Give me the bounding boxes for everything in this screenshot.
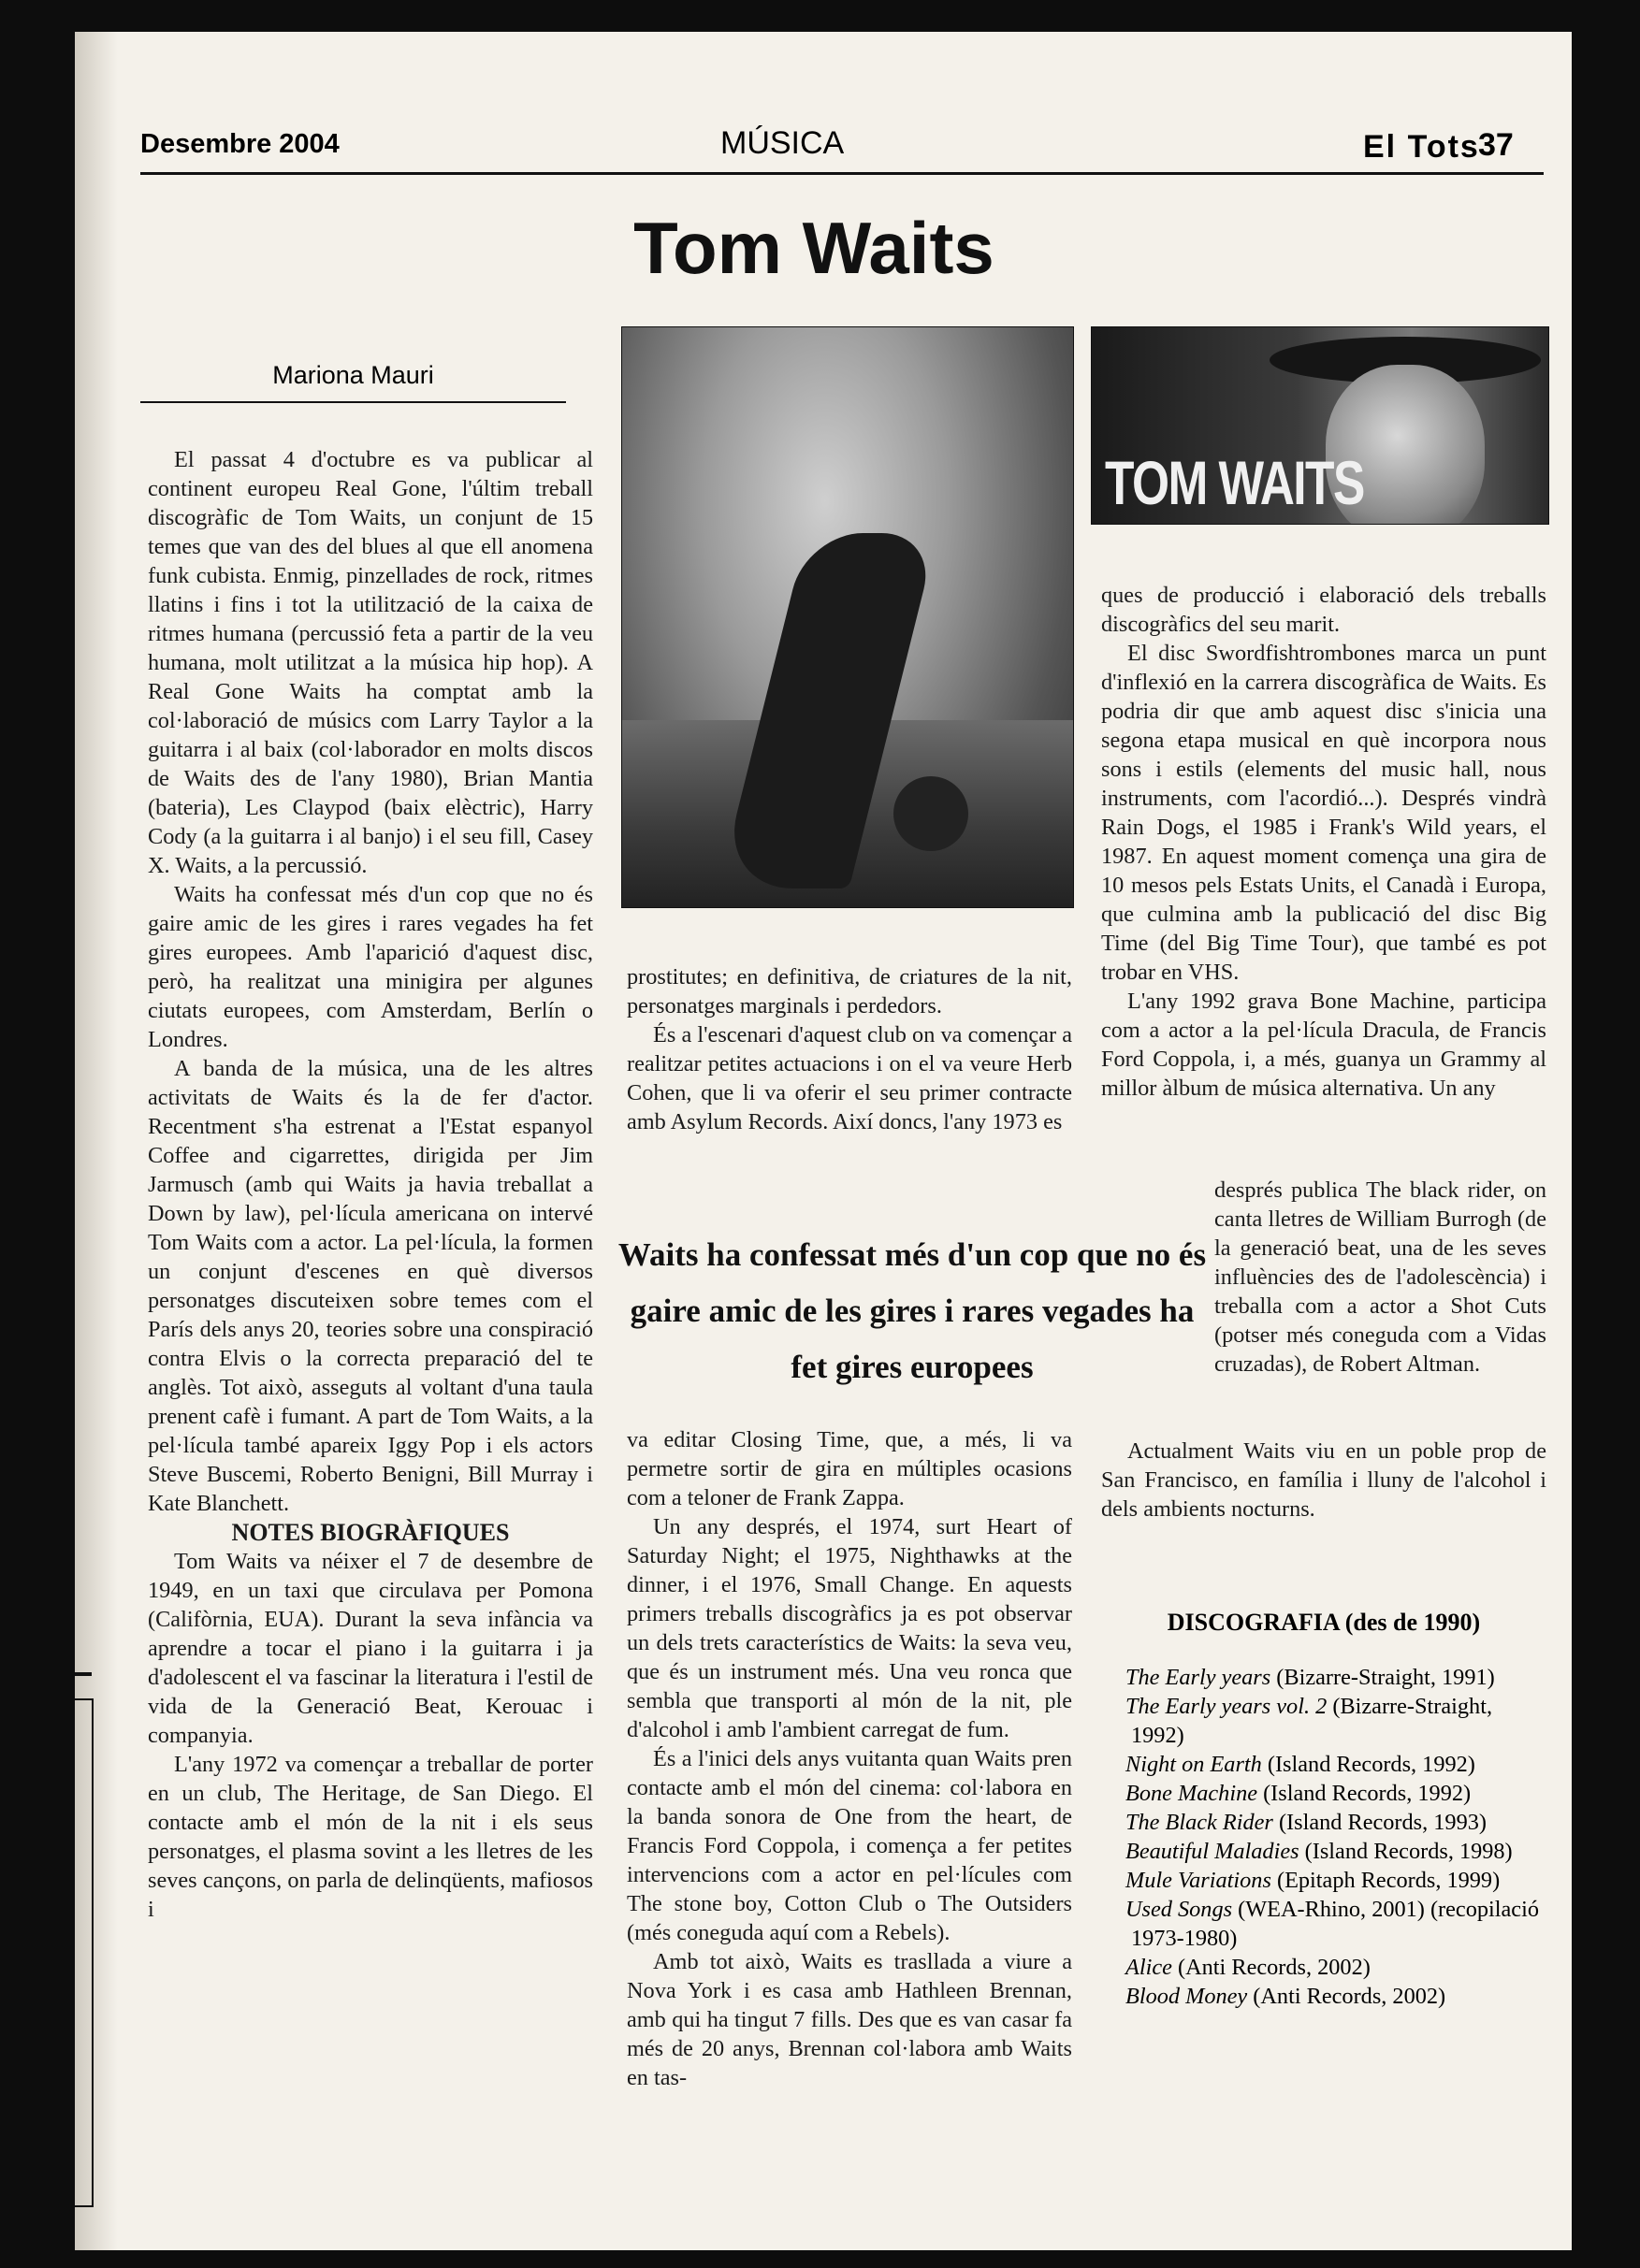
paragraph: va editar Closing Time, que, a més, li va permetre sortir de gira en múltiples ocasions com a teloner de Frank Zappa. — [627, 1427, 1072, 1510]
discography-list — [1101, 1663, 1546, 2011]
album-info: (WEA-Rhino, 2001) (recopilació 1973-1980) — [1131, 1897, 1539, 1951]
notes-heading: NOTES BIOGRÀFIQUES — [231, 1519, 510, 1546]
article-column-3-middle — [1214, 1176, 1546, 1379]
box-edge — [75, 1698, 94, 2207]
paragraph: El disc Swordfishtrombones marca un punt d'inflexió en la carrera discogràfica de Waits. Es podria dir que amb aquest disc s'inicia una segona etapa musical en què incorpora nous sons i estils (elements del music hall, nous instruments, com l'acordió...). Després vindrà Rain Dogs, el 1985 i Frank's Wild years, el 1987. En aquest moment comença una gira de 10 mesos pels Estats Units, el Canadà i Europa, que culmina amb la publicació del disc Big Time (del Big Time Tour), que també es pot trobar en VHS. — [1101, 641, 1546, 985]
discography-box — [1101, 1608, 1546, 2011]
album-title: The Black Rider — [1125, 1810, 1273, 1835]
tom-waits-logo: TOM WAITS — [1105, 448, 1364, 517]
discography-item — [1101, 1663, 1546, 1692]
paragraph: prostitutes; en definitiva, de criatures de la nit, personatges marginals i perdedors. — [627, 964, 1072, 1018]
album-info: (Island Records, 1993) — [1272, 1810, 1487, 1835]
paragraph: Waits ha confessat més d'un cop que no és gaire amic de les gires i rares vegades ha fet gires europees. Amb l'aparició d'aquest disc, però, ha realitzat una minigira per algunes ciutats europees, com Amsterdam, Berlín o Londres. — [148, 882, 593, 1052]
album-title: Night on Earth — [1125, 1752, 1262, 1777]
discography-item — [1101, 1750, 1546, 1779]
figure-in-field-photo — [621, 326, 1074, 908]
discography-item — [1101, 1779, 1546, 1808]
album-title: Beautiful Maladies — [1125, 1839, 1299, 1864]
paragraph: El passat 4 d'octubre es va publicar al continent europeu Real Gone, l'últim treball discogràfic de Tom Waits, un conjunt de 15 temes que van des del blues al que ell anomena funk cubista. Enmig, pinzellades de rock, ritmes llatins i fins i tot la utilització de la caixa de ritmes humana (percussió feta a partir de la veu humana, molt utilitzat a la música hip hop). A Real Gone Waits ha comptat amb la col·laboració de músics com Larry Taylor a la guitarra i al baix (col·laborador en molts discos de Waits des de l'any 1980), Brian Mantia (bateria), Les Claypod (baix elèctric), Harry Cody (a la guitarra i al banjo) i el seu fill, Casey X. Waits, a la percussió. — [148, 447, 593, 878]
portrait-photo — [1091, 326, 1549, 525]
discography-item — [1101, 1895, 1546, 1953]
discography-item — [1101, 1808, 1546, 1837]
album-info: (Bizarre-Straight, 1992) — [1131, 1694, 1493, 1748]
section-name: MÚSICA — [720, 125, 845, 161]
paragraph: Actualment Waits viu en un poble prop de San Francisco, en família i lluny de l'alcohol i dels ambients nocturns. — [1101, 1438, 1546, 1522]
album-info: (Island Records, 1992) — [1257, 1781, 1472, 1806]
paragraph: ques de producció i elaboració dels treballs discogràfics del seu marit. — [1101, 583, 1546, 637]
discography-item — [1101, 1837, 1546, 1866]
page-number: 37 — [1478, 127, 1514, 163]
album-title: Used Songs — [1125, 1897, 1233, 1922]
article-column-2-top — [627, 962, 1072, 1136]
paragraph: Amb tot això, Waits es trasllada a viure a Nova York i es casa amb Hathleen Brennan, amb qui ha tingut 7 fills. Des que es van casar fa més de 20 anys, Brennan col·labora amb Waits en tas- — [627, 1949, 1072, 2090]
album-title: The Early years vol. 2 — [1125, 1694, 1328, 1719]
paragraph: És a l'inici dels anys vuitanta quan Waits pren contacte amb el món del cinema: col·labora en la banda sonora de One from the heart, de Francis Ford Coppola, i comença a fer petites intervencions com a actor en pel·lícules com The stone boy, Cotton Club o The Outsiders (més coneguda aquí com a Rebels). — [627, 1746, 1072, 1945]
album-title: Blood Money — [1125, 1984, 1248, 2009]
magazine-page — [75, 32, 1572, 2250]
article-column-1 — [148, 445, 593, 1924]
pull-quote: Waits ha confessat més d'un cop que no és gaire amic de les gires i rares vegades ha fet gires europees — [617, 1236, 1207, 1385]
album-info: (Anti Records, 2002) — [1247, 1984, 1446, 2009]
article-column-2-bottom — [627, 1425, 1072, 2092]
album-title: Alice — [1125, 1955, 1172, 1980]
paragraph: A banda de la música, una de les altres activitats de Waits és la de fer d'actor. Recentment s'ha estrenat a l'Estat espanyol Coffee and cigarrettes, dirigida per Jim Jarmusch (amb qui Waits ja havia treballat a Down by law), pel·lícula americana on intervé Tom Waits com a actor. La pel·lícula, la formen un conjunt d'escenes en què diversos personatges discuteixen sobre temes com el París dels anys 20, teories sobre una conspiració contra Elvis o la correcta preparació del te anglès. Tot això, asseguts al voltant d'una taula prenent cafè i fumant. A part de Tom Waits, a la pel·lícula també apareix Iggy Pop i els actors Steve Buscemi, Roberto Benigni, Bill Murray i Kate Blanchett. — [148, 1056, 593, 1516]
article-author: Mariona Mauri — [140, 361, 566, 403]
discography-item — [1101, 1692, 1546, 1750]
album-info: (Island Records, 1998) — [1299, 1839, 1513, 1864]
discography-heading: DISCOGRAFIA (des de 1990) — [1167, 1609, 1481, 1636]
discography-item — [1101, 1953, 1546, 1982]
paragraph: És a l'escenari d'aquest club on va començar a realitzar petites actuacions i on el va veure Herb Cohen, que li va oferir el seu primer contracte amb Asylum Records. Així doncs, l'any 1973 es — [627, 1022, 1072, 1134]
album-title: Mule Variations — [1125, 1868, 1271, 1893]
paragraph: L'any 1972 va començar a treballar de porter en un club, The Heritage, de San Diego. El contacte amb el món de la nit i els seus personatges, el plasma sovint a les lletres de les seves cançons, on parla de delinqüents, mafiosos i — [148, 1752, 593, 1922]
discography-item — [1101, 1866, 1546, 1895]
publication-name: El Tots — [1363, 129, 1480, 165]
paragraph: Un any després, el 1974, surt Heart of Saturday Night; el 1975, Nighthawks at the dinner, i el 1976, Small Change. En aquests primers treballs discogràfics ja es pot observar un dels trets característics de Waits: la seva veu, que és un instrument més. Una veu ronca que sembla que transporti al món de la nit, ple d'alcohol i amb l'ambient carregat de fum. — [627, 1514, 1072, 1742]
page-header — [140, 125, 1544, 175]
album-title: The Early years — [1125, 1665, 1271, 1690]
issue-date: Desembre 2004 — [140, 129, 340, 159]
album-info: (Bizarre-Straight, 1991) — [1270, 1665, 1495, 1690]
divider — [75, 1672, 92, 1676]
album-title: Bone Machine — [1125, 1781, 1258, 1806]
article-column-3-top — [1101, 581, 1546, 1103]
paragraph: L'any 1992 grava Bone Machine, participa com a actor a la pel·lícula Dracula, de Francis Ford Coppola, i, a més, guanya un Grammy al millor àlbum de música alternativa. Un any — [1101, 989, 1546, 1101]
article-title: Tom Waits — [633, 207, 994, 289]
paragraph: Tom Waits va néixer el 7 de desembre de 1949, en un taxi que circulava per Pomona (Califòrnia, EUA). Durant la seva infància va aprendre a tocar el piano i la guitarra i ja d'adolescent el va fascinar la literatura i l'estil de vida de la Generació Beat, Kerouac i companyia. — [148, 1549, 593, 1748]
discography-item — [1101, 1982, 1546, 2011]
paragraph: després publica The black rider, on canta lletres de William Burrogh (de la generació beat, una de les seves influències des de l'adolescència) i treballa com a actor a Shot Cuts (potser més coneguda com a Vidas cruzadas), de Robert Altman. — [1214, 1177, 1546, 1377]
album-info: (Island Records, 1992) — [1261, 1752, 1475, 1777]
article-column-3-bottom — [1101, 1437, 1546, 1524]
album-info: (Anti Records, 2002) — [1171, 1955, 1371, 1980]
album-info: (Epitaph Records, 1999) — [1270, 1868, 1501, 1893]
photo-hat — [893, 776, 968, 851]
